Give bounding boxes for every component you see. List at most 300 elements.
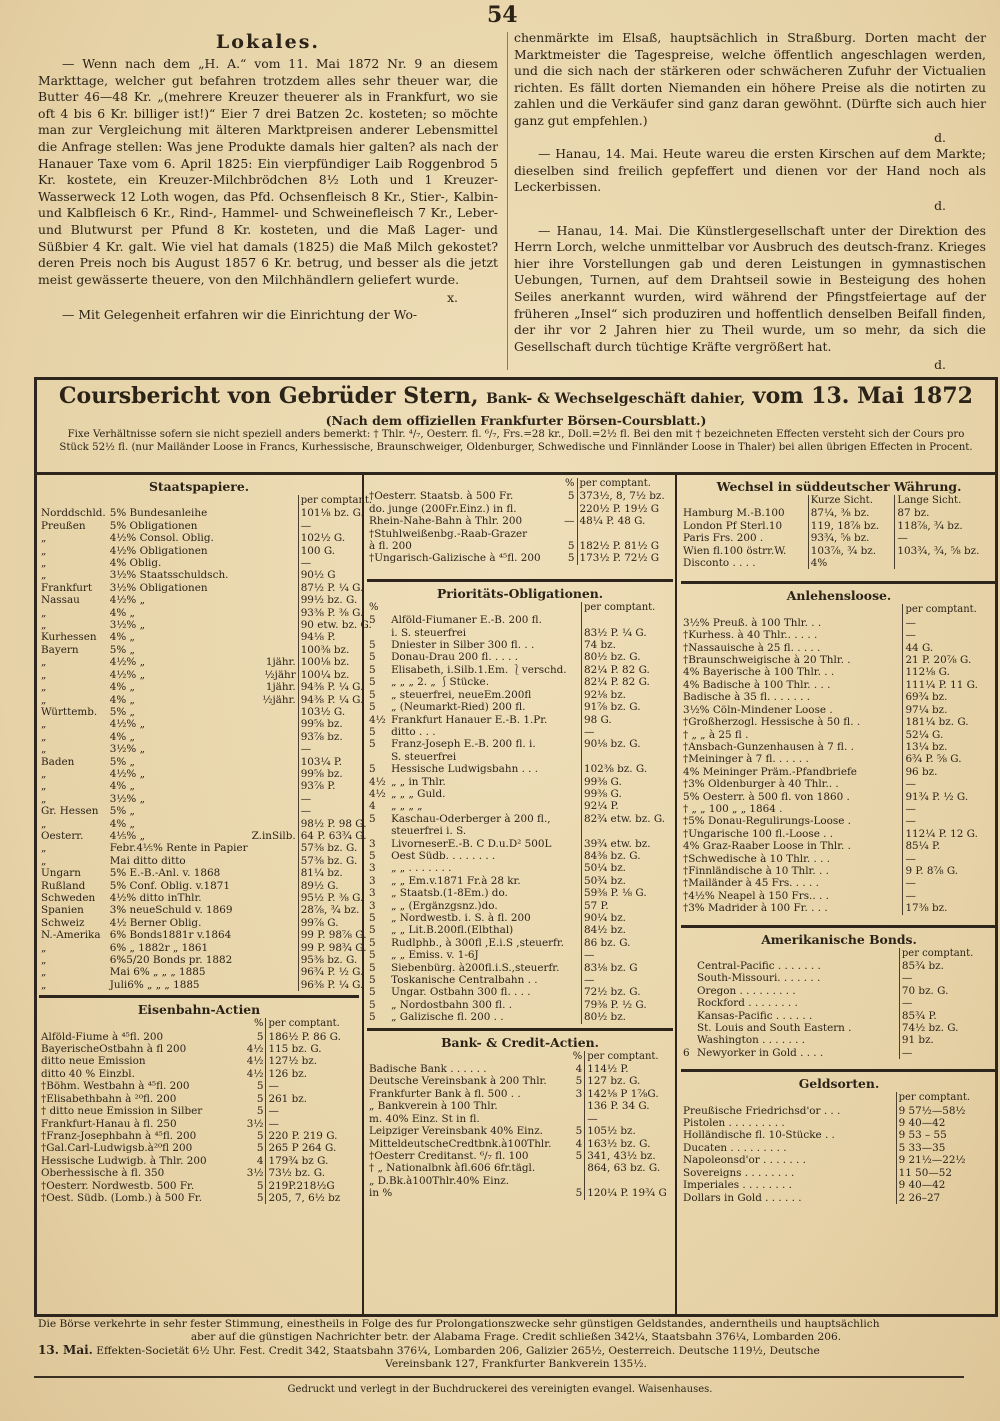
exchange-place: London Pf Sterl.10 [683, 519, 783, 532]
term [250, 880, 299, 892]
security: Ducaten . . . . . . . . . [683, 1141, 787, 1154]
price: 90¼ bz. [581, 912, 673, 924]
price: 99⅝ bz. [298, 718, 374, 730]
price: 82¾ etw. bz. G. [581, 813, 673, 825]
security: 4½% „ [109, 668, 145, 681]
price: 98 G. [581, 714, 673, 726]
percent: 4½ [369, 775, 386, 788]
security: „ „ . . . . . . . [391, 862, 452, 875]
security: Central-Pacific . . . . . . . [697, 960, 821, 972]
security: 4% „ [109, 681, 135, 694]
price: 114½ P. [585, 1063, 673, 1075]
security: 3½% „ [109, 743, 145, 756]
security: i. S. steuerfrei [391, 626, 467, 639]
table-row [681, 877, 997, 889]
issuer: „ [41, 693, 47, 706]
percent: 5 [369, 912, 376, 924]
percent [681, 960, 695, 972]
security: 4% Graz-Raaber Loose in Thlr. . [683, 840, 851, 853]
report-column-3 [681, 478, 997, 1204]
table-row [367, 676, 673, 688]
security: Febr.4⅕% Rente in Papier [109, 842, 248, 855]
security: „ „ Lit.B.200fl.(Elbthal) [391, 924, 514, 937]
table-row [681, 985, 997, 997]
section-staatspapiere [39, 478, 373, 991]
security: Elisabeth, i.Silb.1.Em. ⎱verschd. [391, 663, 567, 676]
table-row [39, 607, 374, 619]
blank [681, 948, 695, 960]
price: 48¼ P. 48 G. [577, 515, 673, 527]
term [250, 644, 299, 656]
table-header-row [681, 948, 997, 960]
table-row [367, 1088, 673, 1100]
price: 94⅛ P. [298, 631, 374, 643]
table-header-row [681, 1092, 997, 1104]
section-bank-credit [367, 1034, 673, 1200]
table-row [39, 842, 374, 854]
table-row [367, 813, 673, 825]
security: Toskanische Centralbahn . . [391, 974, 538, 987]
price: 220 P. 219 G. [266, 1130, 359, 1142]
table-row [367, 1125, 673, 1137]
table-row [681, 960, 997, 972]
table-row [681, 828, 997, 840]
price: 93⅜ P. ⅜ G. [298, 607, 374, 619]
table-row [39, 904, 374, 916]
security: Frankfurter Bank à fl. 500 . . [369, 1087, 521, 1100]
column-divider [507, 32, 508, 370]
table-row [39, 867, 374, 879]
security: „ „ (Ergänzgsnz.)do. [391, 899, 498, 912]
price: 72½ bz. G. [581, 986, 673, 998]
price: 99 P. 98⅞ G. [298, 929, 374, 941]
percent: 5 [567, 540, 575, 553]
table-row [367, 986, 673, 998]
course-report-box [34, 377, 998, 1317]
percent: 5 [369, 812, 376, 825]
security: †Großherzogl. Hessische à 50 fl. . [683, 716, 861, 729]
price: 181¼ bz. G. [903, 716, 997, 728]
oesterr-bahnen-table [367, 478, 673, 565]
security: „ Galizische fl. 200 . . [391, 1011, 504, 1024]
table-row [39, 619, 374, 631]
percent: 5 [369, 614, 376, 627]
long-sight: 103¾, ¾, ⅝ bz. [895, 545, 997, 557]
security: †Braunschweigische à 20 Thlr. . [683, 654, 851, 667]
table-row [367, 912, 673, 924]
price: 9 53 – 55 [896, 1129, 997, 1141]
table-row [367, 1100, 673, 1112]
security: „ D.Bk.à100Thlr.40% Einz. [369, 1174, 510, 1187]
security: 5% Obligationen [109, 519, 198, 532]
issuer: N.-Amerika [41, 929, 101, 942]
signature: d. [934, 129, 946, 145]
table-row [39, 1068, 359, 1080]
price: 96¾ P. ½ G. [298, 966, 374, 978]
price: — [266, 1118, 359, 1130]
price: 341, 43½ bz. [585, 1150, 673, 1162]
percent [681, 972, 695, 984]
table-row [367, 1011, 673, 1023]
security: Donau-Drau 200 fl. . . . . [391, 651, 519, 664]
long-sight: — [895, 532, 997, 544]
issuer: „ [41, 792, 47, 805]
price: — [903, 853, 997, 865]
issuer: Baden [41, 755, 75, 768]
security: in % [369, 1187, 393, 1200]
security: MitteldeutscheCredtbnk.à100Thlr. [369, 1137, 552, 1150]
table-row [39, 1080, 359, 1092]
price: 99⅜ G. [581, 776, 673, 788]
percent: 3 [369, 837, 376, 850]
percent: 3 [369, 887, 376, 900]
table-row [681, 545, 997, 557]
price: — [266, 1080, 359, 1092]
table-row [39, 966, 374, 978]
amerikanische-table [681, 948, 997, 1060]
security: ditto neue Emission [41, 1055, 146, 1068]
price: 100⅜ bz. [298, 644, 374, 656]
price-header: per comptant. [298, 495, 374, 507]
table-row [681, 520, 997, 532]
price: — [298, 743, 374, 755]
percent [681, 1034, 695, 1046]
price [581, 751, 673, 763]
security: Rhein-Nahe-Bahn à Thlr. 200 [369, 515, 523, 528]
security: 5% E.-B.-Anl. v. 1868 [109, 867, 221, 880]
price: 90 etw. bz. G. [298, 619, 374, 631]
security: 4% Meininger Präm.-Pfandbriefe [683, 765, 857, 778]
price: 127½ bz. [266, 1055, 359, 1067]
security: †Oesterr. Nordwestb. 500 Fr. [41, 1179, 195, 1192]
price: 94⅜ P. ¼ G. [298, 681, 374, 693]
percent: 5 [369, 676, 376, 689]
table-row [367, 503, 673, 515]
price: 373½, 8, 7½ bz. [577, 490, 673, 502]
table-row [39, 1105, 359, 1117]
price: — [899, 997, 997, 1009]
security: †Oest. Südb. (Lomb.) à 500 Fr. [41, 1191, 203, 1204]
price [581, 614, 673, 626]
price-header: per comptant. [585, 1051, 673, 1063]
issuer: Rußland [41, 879, 86, 892]
price: 69¾ bz. [903, 691, 997, 703]
percent [681, 985, 695, 997]
security: †Gal.Carl-Ludwigsb.à²⁰fl 200 [41, 1142, 193, 1155]
price: 87½ P. ¼ G. [298, 582, 374, 594]
security: Badische Bank . . . . . . [369, 1063, 487, 1076]
price: 219P.218½G [266, 1180, 359, 1192]
table-row [39, 1031, 359, 1043]
security: 4½% „ [109, 594, 145, 607]
price-header: per comptant. [266, 1018, 359, 1030]
security: 4% „ [109, 693, 135, 706]
table-row [367, 651, 673, 663]
price: 864, 63 bz. G. [585, 1162, 673, 1174]
term [250, 706, 299, 718]
security: † „ „ à 25 fl . [683, 728, 749, 741]
percent [563, 1100, 585, 1112]
signature: d. [934, 357, 946, 373]
security: 4½ Berner Oblig. [109, 916, 202, 929]
table-row [367, 1113, 673, 1125]
price: 91⅞ bz. G. [581, 701, 673, 713]
price: — [581, 726, 673, 738]
price: — [266, 1105, 359, 1117]
price: 50¼ bz. [581, 862, 673, 874]
security: 4% „ [109, 631, 135, 644]
issuer: Norddschld. [41, 507, 106, 520]
issuer: „ [41, 954, 47, 967]
blank [367, 1051, 563, 1063]
term: ½jähr [264, 668, 296, 681]
percent: 5 [369, 763, 376, 776]
percent: 5 [369, 688, 376, 701]
table-row [367, 738, 673, 750]
issuer: „ [41, 978, 47, 991]
percent: 5 [369, 974, 376, 987]
table-row [367, 639, 673, 651]
percent: 4 [369, 800, 376, 813]
pct-header: % [564, 478, 575, 489]
price: 57 P. [581, 900, 673, 912]
table-row [681, 766, 997, 778]
exchange-place: Paris Frs. 200 . [683, 532, 764, 545]
term: 1jähr. [265, 656, 296, 669]
table-row [367, 924, 673, 936]
table-row [681, 1047, 997, 1059]
percent: 5 [369, 738, 376, 751]
price: 127 bz. G. [585, 1075, 673, 1087]
percent: 5 [369, 663, 376, 676]
issuer: „ [41, 780, 47, 793]
price: 84⅜ bz. G. [581, 850, 673, 862]
percent: 3 [575, 1087, 583, 1100]
price: 103½ G. [298, 706, 374, 718]
percent: 5 [567, 552, 575, 565]
security: Mai 6% „ „ „ 1885 [109, 966, 206, 979]
table-row [39, 557, 374, 569]
table-row [39, 520, 374, 532]
percent: 5 [256, 1092, 264, 1105]
price: 105½ bz. [585, 1125, 673, 1137]
security: St. Louis and South Eastern . [697, 1022, 852, 1035]
price: 90½ G [298, 569, 374, 581]
percent: 5 [256, 1080, 264, 1093]
security: Frankfurt Hanauer E.-B. 1.Pr. [391, 713, 548, 726]
blank [367, 478, 555, 490]
table-row [39, 805, 374, 817]
security: 6% Bonds1881r v.1864 [109, 929, 232, 942]
price: 85¼ P. [903, 840, 997, 852]
term [250, 793, 299, 805]
table-row [681, 741, 997, 753]
issuer: Oesterr. [41, 829, 84, 842]
issuer: „ [41, 730, 47, 743]
percent: 5 [369, 961, 376, 974]
price: 265 P 264 G. [266, 1142, 359, 1154]
table-row [39, 681, 374, 693]
percent: 4 [575, 1063, 583, 1076]
price: 44 G. [903, 642, 997, 654]
security: 5% „ [109, 805, 135, 818]
percent [367, 751, 389, 763]
table-row [39, 1093, 359, 1105]
issuer: Nassau [41, 594, 80, 607]
table-row [681, 507, 997, 519]
table-row [39, 830, 374, 842]
issuer: „ [41, 532, 47, 545]
table-row [367, 776, 673, 788]
table-row [367, 689, 673, 701]
table-row [39, 768, 374, 780]
percent: 5 [256, 1179, 264, 1192]
table-row [367, 850, 673, 862]
security: 3% neueSchuld v. 1869 [109, 904, 233, 917]
section-title: Amerikanische Bonds. [761, 931, 917, 947]
issuer: Bayern [41, 643, 79, 656]
issuer: Preußen [41, 519, 86, 532]
percent [555, 528, 577, 540]
price: — [581, 974, 673, 986]
security: Ungar. Ostbahn 300 fl. . . . [391, 986, 531, 999]
table-row [39, 855, 374, 867]
price: 220½ P. 19½ G [577, 503, 673, 515]
table-row [681, 1129, 997, 1141]
table-row [367, 714, 673, 726]
lokales-paragraph-markets-start: — Mit Gelegenheit erfahren wir die Einrichtung der Wo- [62, 306, 418, 322]
percent [681, 1022, 695, 1034]
issuer: „ [41, 718, 47, 731]
percent: 6 [683, 1046, 690, 1059]
section-anlehensloose [681, 587, 997, 914]
security: 5% „ [109, 643, 135, 656]
price: 142⅛ P 1⅞G. [585, 1088, 673, 1100]
security: „ Bankverein à 100 Thlr. [369, 1100, 498, 1113]
issuer: „ [41, 569, 47, 582]
price: 112¼ P. 12 G. [903, 828, 997, 840]
price: 112⅛ G. [903, 666, 997, 678]
security: 6%5/20 Bonds pr. 1882 [109, 954, 233, 967]
price: — [899, 972, 997, 984]
security: 4½% „ [109, 767, 145, 780]
security: Rockford . . . . . . . . [697, 997, 798, 1010]
security: BayerischeOstbahn à fl 200 [41, 1043, 187, 1056]
percent: 4½ [246, 1055, 264, 1068]
price: 102½ G. [298, 532, 374, 544]
wechsel-table [681, 495, 997, 569]
price: 64 P. 63¾ G. [298, 830, 374, 842]
report-note: Fixe Verhältnisse sofern sie nicht speziell anders bemerkt: † Thlr. ⁴/₇, Oesterr. fl. ⁶/₇, Frs.=28 kr., Doll.=2½ fl. Bei den mit † bezeichneten Effecten versteht sich der Cours pro Stück 52½ fl. (nur Mailänder Loose in Francs, Kurhessische, Braunschweiger, Oldenburger, Schwedische und Finnländer Loose in Thaler) bei allen übrigen Effecten in Procent. [59, 429, 973, 453]
security: 4% „ [109, 817, 135, 830]
table-header-row [367, 602, 673, 614]
price: — [903, 877, 997, 889]
security: 5% „ [109, 755, 135, 768]
price: — [903, 815, 997, 827]
price: — [585, 1113, 673, 1125]
price: 9 57½—58½ [896, 1105, 997, 1117]
security: †Meininger à 7 fl. . . . . . [683, 753, 809, 766]
security: †5% Donau-Regulirungs-Loose . [683, 815, 851, 828]
percent: 5 [369, 1011, 376, 1024]
percent: 3½ [246, 1167, 264, 1180]
table-header-row [681, 604, 997, 616]
price: 91¾ P. ½ G. [903, 791, 997, 803]
issuer: „ [41, 743, 47, 756]
long-sight [895, 557, 997, 569]
term [250, 768, 299, 780]
table-row [681, 1022, 997, 1034]
security: 4½% Consol. Oblig. [109, 532, 214, 545]
report-divider [37, 472, 995, 475]
price: 100 G. [298, 545, 374, 557]
table-row [39, 594, 374, 606]
price: 74 bz. [581, 639, 673, 651]
price-header: per comptant. [896, 1092, 997, 1104]
percent: 3 [369, 862, 376, 875]
percent: — [564, 515, 575, 528]
security: à fl. 200 [369, 540, 412, 553]
table-row [681, 1010, 997, 1022]
security: Dollars in Gold . . . . . . [683, 1191, 802, 1204]
table-row [681, 815, 997, 827]
term [250, 520, 299, 532]
price: 99½ bz. G. [298, 594, 374, 606]
report-title [37, 382, 995, 413]
percent: 5 [256, 1030, 264, 1043]
price: 80½ bz. [581, 1011, 673, 1023]
security: †4½% Neapel à 150 Frs.. . . [683, 889, 829, 902]
price: 95½ P. ⅜ G. [298, 892, 374, 904]
security: Newyorker in Gold . . . . [697, 1046, 824, 1059]
security: Washington . . . . . . . [697, 1034, 806, 1047]
lokales-paragraph-artists: — Hanau, 14. Mai. Die Künstlergesellschaft unter der Direktion des Herrn Lorch, welche unmittelbar vor Ausbruch des deutsch-franz. Krieges hier ihre Vorstellungen gab und deren Leistungen in gymnastischen Uebungen, Turnen, auf dem Drahtseil sowie in Besteigung des hohen Seiles anerkannt wurden, wird während der Pfingstfeiertage auf der früheren „Insel“ sich produziren und hoffentlich denselben Beifall finden, der ihr vor 2 Jahren hier zu Theil wurde, um so mehr, da sich die Gesellschaft durch tüchtige Kräfte vergrößert hat. [514, 222, 986, 354]
blank [389, 602, 581, 614]
percent: 4½ [369, 787, 386, 800]
table-row [681, 778, 997, 790]
percent [563, 1113, 585, 1125]
term [250, 507, 299, 519]
price: 261 bz. [266, 1093, 359, 1105]
table-row [39, 1167, 359, 1179]
blank [39, 1018, 244, 1030]
price: 91 bz. [899, 1034, 997, 1046]
security: 3½% Obligationen [109, 581, 208, 594]
table-row [681, 1142, 997, 1154]
price: 111¼ P. 11 G. [903, 679, 997, 691]
price: — [903, 778, 997, 790]
percent: 3 [369, 899, 376, 912]
price: 93⅞ P. [298, 780, 374, 792]
summary-line-1: Die Börse verkehrte in sehr fester Stimmung, einestheils in Folge des fur Prolongationszwecke sehr günstigen Geldstandes, anderntheils und hauptsächlich [38, 1318, 880, 1330]
price: 99⅞ G. [298, 917, 374, 929]
security: 6% „ 1882r „ 1861 [109, 941, 209, 954]
security: 4% „ [109, 606, 135, 619]
anlehensloose-table [681, 604, 997, 914]
section-title: Geldsorten. [798, 1076, 880, 1092]
price: — [903, 803, 997, 815]
report-column-2 [367, 478, 673, 1200]
security: Preußische Friedrichsd'or . . . [683, 1104, 841, 1117]
term [250, 917, 299, 929]
security: S. steuerfrei [391, 750, 457, 763]
price: 173½ P. 72½ G [577, 552, 673, 564]
section-oesterr-bahnen [367, 478, 673, 565]
security: 3½% „ [109, 619, 145, 632]
price: — [298, 557, 374, 569]
security: †Stuhlweißenbg.-Raab-Grazer [369, 527, 528, 540]
percent: 5 [369, 998, 376, 1011]
